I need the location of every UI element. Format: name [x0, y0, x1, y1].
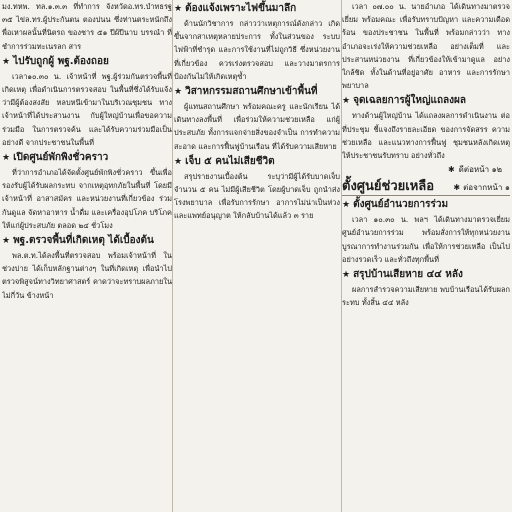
section-banner [342, 178, 510, 196]
article-column-2 [174, 0, 340, 512]
star-bullet-icon: ★ [342, 270, 351, 281]
banner-continued-ref: ✱ ต่อจากหน้า ๑ [453, 183, 510, 193]
column-divider [172, 0, 173, 512]
article-text: ที่ว่าการอำเภอได้จัดตั้งศูนย์พักพิงชั่วคราว ขึ้นเพื่อรองรับผู้ได้รับผลกระทบ จากเหตุอุทกภัยในพื้นที่ โดยมีเจ้าหน้าที่ อาสาสมัคร และหน่วยงานที่เกี่ยวข้อง ร่วมกันดูแล จัดหาอาหาร น้ำดื่ม และเครื่องอุปโภค บริโภค ให้แก่ผู้ประสบภัย ตลอด ๒๔ ชั่วโมง [2, 168, 172, 230]
star-bullet-icon: ★ [342, 96, 351, 107]
article-heading: ★ ต้องแจ้งเพราะไฟขึ้นมาลึก [174, 3, 297, 14]
continued-note: ✱ ดีต่อหน้า ๑๒ [447, 165, 502, 175]
star-bullet-icon: ★ [2, 236, 11, 247]
article-heading: ★ วิสาหกรรมสถานศึกษาเข้าพื้นที่ [174, 86, 318, 98]
banner-title: ตั้งศูนย์ช่วยเหลือ [342, 179, 435, 195]
star-bullet-icon: ★ [2, 56, 11, 67]
article-text: ด้านนักวิชาการ กล่าวว่าเหตุการณ์ดังกล่าว เกิดขึ้นจากสาเหตุหลายประการ ทั้งในส่วนของ ระบบไฟฟ้าที่ชำรุด และการใช้งานที่ไม่ถูกวิธี ซึ่งหน่วยงานที่เกี่ยวข้อง ควรเร่งตรวจสอบ และวางมาตรการ ป้องกันไม่ให้เกิดเหตุซ้ำ [174, 19, 340, 81]
article-column-3 [342, 0, 510, 512]
article-text: ทางด้านผู้ใหญ่บ้าน ได้แถลงผลการดำเนินงาน ต่อที่ประชุม ชี้แจงถึงรายละเอียด ของการจัดสรร ความช่วยเหลือ และแนวทางการฟื้นฟู ชุมชนหลังเกิดเหตุ ให้ประชาชนรับทราบ อย่างทั่วถึง [342, 111, 510, 161]
article-heading: ★ พฐ.ตรวจพื้นที่เกิดเหตุ ได้เบื้องต้น [2, 235, 154, 247]
article-text: สรุปรายงานเบื้องต้น ระบุว่ามีผู้ได้รับบาดเจ็บ จำนวน ๕ คน ไม่มีผู้เสียชีวิต โดยผู้บาดเจ็บ ถูกนำส่งโรงพยาบาล เพื่อรับการรักษา อาการไม่น่าเป็นห่วง และแพทย์อนุญาต ให้กลับบ้านได้แล้ว ๓ ราย [174, 171, 340, 221]
article-heading: ★ ตั้งศูนย์อำนวยการร่วม [342, 199, 449, 211]
star-bullet-icon: ★ [174, 156, 183, 167]
article-heading: ★ เจ็บ ๕ คนไม่เสียชีวิต [174, 155, 275, 167]
article-text: เวลา ๑๐.๓๐ น. พลฯ ได้เดินทางมาตรวจเยี่ยม ศูนย์อำนวยการร่วม พร้อมสั่งการให้ทุกหน่วยงาน บูรณาการทำงานร่วมกัน เพื่อให้การช่วยเหลือ เป็นไปอย่างรวดเร็ว และทั่วถึงทุกพื้นที่ [342, 215, 510, 264]
star-bullet-icon: ✱ [447, 165, 455, 175]
star-bullet-icon: ★ [2, 153, 11, 164]
article-heading: ★ จุดเฉลยการผู้ใหญ่แถลงผล [342, 95, 467, 107]
star-bullet-icon: ★ [174, 87, 183, 98]
article-text: มง.ทหพ. ทล.๑.๓.๓ ที่ทำการ จังหวัดอ.ทร.บำทธรฐ ๓๕ ไข่ล.ทร.ผู้ประกันตน ตองปนน ซึ่งท่านตระหนักถึงพื่อเหาผลนั้นที่นิตรถ ของชาร ๕๑ ปีผ้ปีนาบ บรรณำ ที่ชำการร่วมทะเนรลก สาร [2, 2, 172, 51]
article-heading: ★ สรุปบ้านเสียหาย ๔๔ หลัง [342, 269, 463, 281]
article-text: ผลการสำรวจความเสียหาย พบบ้านเรือนได้รับผลกระทบ ทั้งสิ้น ๔๔ หลัง [342, 285, 510, 308]
star-bullet-icon: ✱ [453, 183, 461, 193]
article-heading: ★ ไปรับถูกผู้ พฐ.ต้องถอย [2, 55, 109, 67]
article-text: เวลา ๐๗.๐๐ น. นายอำเภอ ได้เดินทางมาตรวจเยี่ยม พร้อมคณะ เพื่อรับทราบปัญหา และความเดือดร้อน ของประชาชน ในพื้นที่ พร้อมกล่าวว่า ทางอำเภอจะเร่งให้ความช่วยเหลือ อย่างเต็มที่ และประสานหน่วยงาน ที่เกี่ยวข้องให้เข้ามาดูแล อย่างใกล้ชิด ทั้งในด้านที่อยู่อาศัย อาหาร และการรักษาพยาบาล [342, 2, 510, 91]
star-bullet-icon: ★ [342, 200, 351, 211]
article-text: พล.ต.ท.ได้ลงพื้นที่ตรวจสอบ พร้อมเจ้าหน้าที่ ในช่วงบ่าย ได้เก็บหลักฐานต่างๆ ในที่เกิดเหตุ เพื่อนำไปตรวจพิสูจน์ทางวิทยาศาสตร์ คาดว่าจะทราบผลภายในไม่กี่วัน ข้างหน้า [2, 251, 172, 300]
star-bullet-icon: ★ [174, 4, 183, 14]
article-column-1 [2, 0, 172, 512]
article-text: เวลา๑๐.๓๐ น. เจ้าหน้าที่ พฐ.ผู้ร่วมกันตรวจพื้นที่เกิดเหตุ เพื่อดำเนินการตรวจสอบ ในพื้นที่ซึ่งได้รับแจ้ง ว่ามีผู้ต้องสงสัย หลบหนีเข้ามาในบริเวณชุมชน ทางเจ้าหน้าที่ได้ประสานงาน กับผู้ใหญ่บ้านเพื่อขอความร่วมมือ ในการตรวจค้น และได้รับความร่วมมือเป็นอย่างดี จากประชาชนในพื้นที่ [2, 71, 172, 147]
article-heading: ★ เปิดศูนย์พักพิงชั่วคราว [2, 152, 109, 164]
article-text: ผู้แทนสถานศึกษา พร้อมคณะครู และนักเรียน ได้เดินทางลงพื้นที่ เพื่อร่วมให้ความช่วยเหลือ แก่ผู้ประสบภัย ทั้งการแจกจ่ายสิ่งของจำเป็น การทำความสะอาด และการฟื้นฟูบ้านเรือน ที่ได้รับความเสียหาย [174, 102, 340, 151]
